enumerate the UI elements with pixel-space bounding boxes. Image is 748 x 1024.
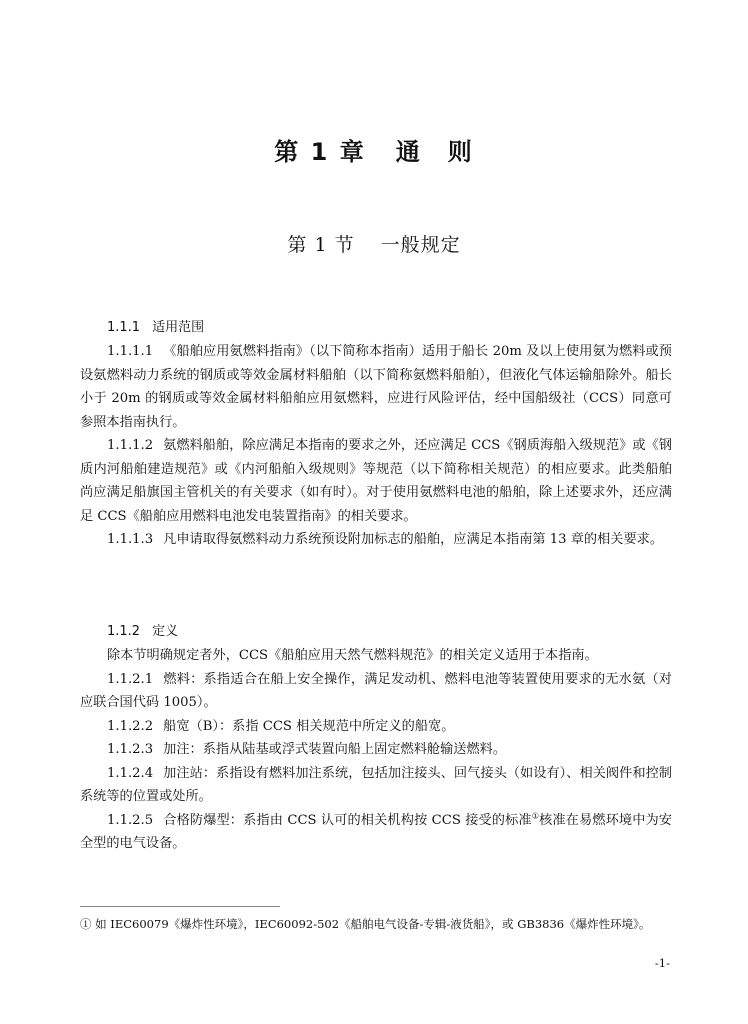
intro-paragraph: 除本节明确规定者外，CCS《船舶应用天然气燃料规范》的相关定义适用于本指南。 [107,648,598,663]
footnote [80,915,680,933]
heading-title: 定义 [152,624,179,639]
definition-paragraph [80,668,672,715]
clause-number: 1.1.2.1 [107,671,154,687]
clause-paragraph [80,340,672,434]
clause-paragraph [80,434,672,528]
chapter-name: 通 则 [395,138,474,166]
clause-number: 1.1.2.5 [107,812,154,828]
clause-text: 核准在易燃环境中为安全型的电气设备。 [80,812,672,851]
clause-text: 氨燃料船舶，除应满足本指南的要求之外，还应满足 CCS《钢质海船入级规范》或《钢质内河船舶建造规范》或《内河船舶入级规则》等规范（以下简称相关规范）的相应要求。此类船舶尚应满足船旗国主管机关的有关要求（如有时）。对于使用氨燃料电池的船舶，除上述要求外，还应满足 CCS《船舶应用燃料电池发电装置指南》的相关要求。 [80,438,672,524]
subsection-definitions [80,620,672,856]
clause-text: 凡申请取得氨燃料动力系统预设附加标志的船舶，应满足本指南第 13 章的相关要求。 [163,532,664,547]
clause-text: 合格防爆型：系指由 CCS 认可的相关机构按 CCS 接受的标准 [163,812,532,828]
clause-text: 《船舶应用氨燃料指南》（以下简称本指南）适用于船长 20m 及以上使用氨为燃料或预设氨燃料动力系统的钢质或等效金属材料船舶（以下简称氨燃料船舶），但液化气体运输船除外。船长小于 20m 的钢质或等效金属材料船舶应用氨燃料，应进行风险评估，经中国船级社（CCS）同意可参照本指南执行。 [80,344,672,430]
clause-number: 1.1.2.4 [107,765,154,781]
clause-text: 加注：系指从陆基或浮式装置向船上固定燃料舱输送燃料。 [163,742,507,757]
clause-paragraph [80,528,672,552]
footnote-divider [80,906,280,907]
subsection-heading [107,316,672,340]
heading-number: 1.1.2 [107,624,141,639]
definition-paragraph [80,809,672,856]
footnote-text: 如 IEC60079《爆炸性环境》，IEC60092-502《船舶电气设备-专辑-液货船》，或 GB3836《爆炸性环境》。 [95,917,651,931]
footnote-reference[interactable]: ① [531,811,540,821]
clause-number: 1.1.1.1 [107,344,154,359]
clause-text: 加注站：系指设有燃料加注系统，包括加注接头、回气接头（如设有）、相关阀件和控制系统等的位置或处所。 [80,765,672,804]
clause-text: 燃料：系指适合在船上安全操作，满足发动机、燃料电池等装置使用要求的无水氨（对应联合国代码 1005）。 [80,671,672,710]
section-name: 一般规定 [380,234,461,256]
section-number: 第 1 节 [287,234,355,256]
footnote-mark: ① [80,917,92,931]
clause-number: 1.1.2.3 [107,742,154,757]
definition-paragraph [80,715,672,739]
section-title [0,230,748,257]
clause-number: 1.1.2.2 [107,718,154,734]
chapter-title [0,132,748,167]
definition-paragraph [80,762,672,809]
clause-number: 1.1.1.2 [107,438,154,453]
page-number: -1- [654,956,670,970]
chapter-number: 第 1 章 [274,138,366,166]
clause-number: 1.1.1.3 [107,532,154,547]
heading-number: 1.1.1 [107,320,141,335]
clause-text: 船宽（B）：系指 CCS 相关规范中所定义的船宽。 [163,718,455,734]
heading-title: 适用范围 [152,320,205,335]
subsection-heading [107,620,672,644]
subsection-scope [80,316,672,552]
definition-paragraph [80,738,672,762]
